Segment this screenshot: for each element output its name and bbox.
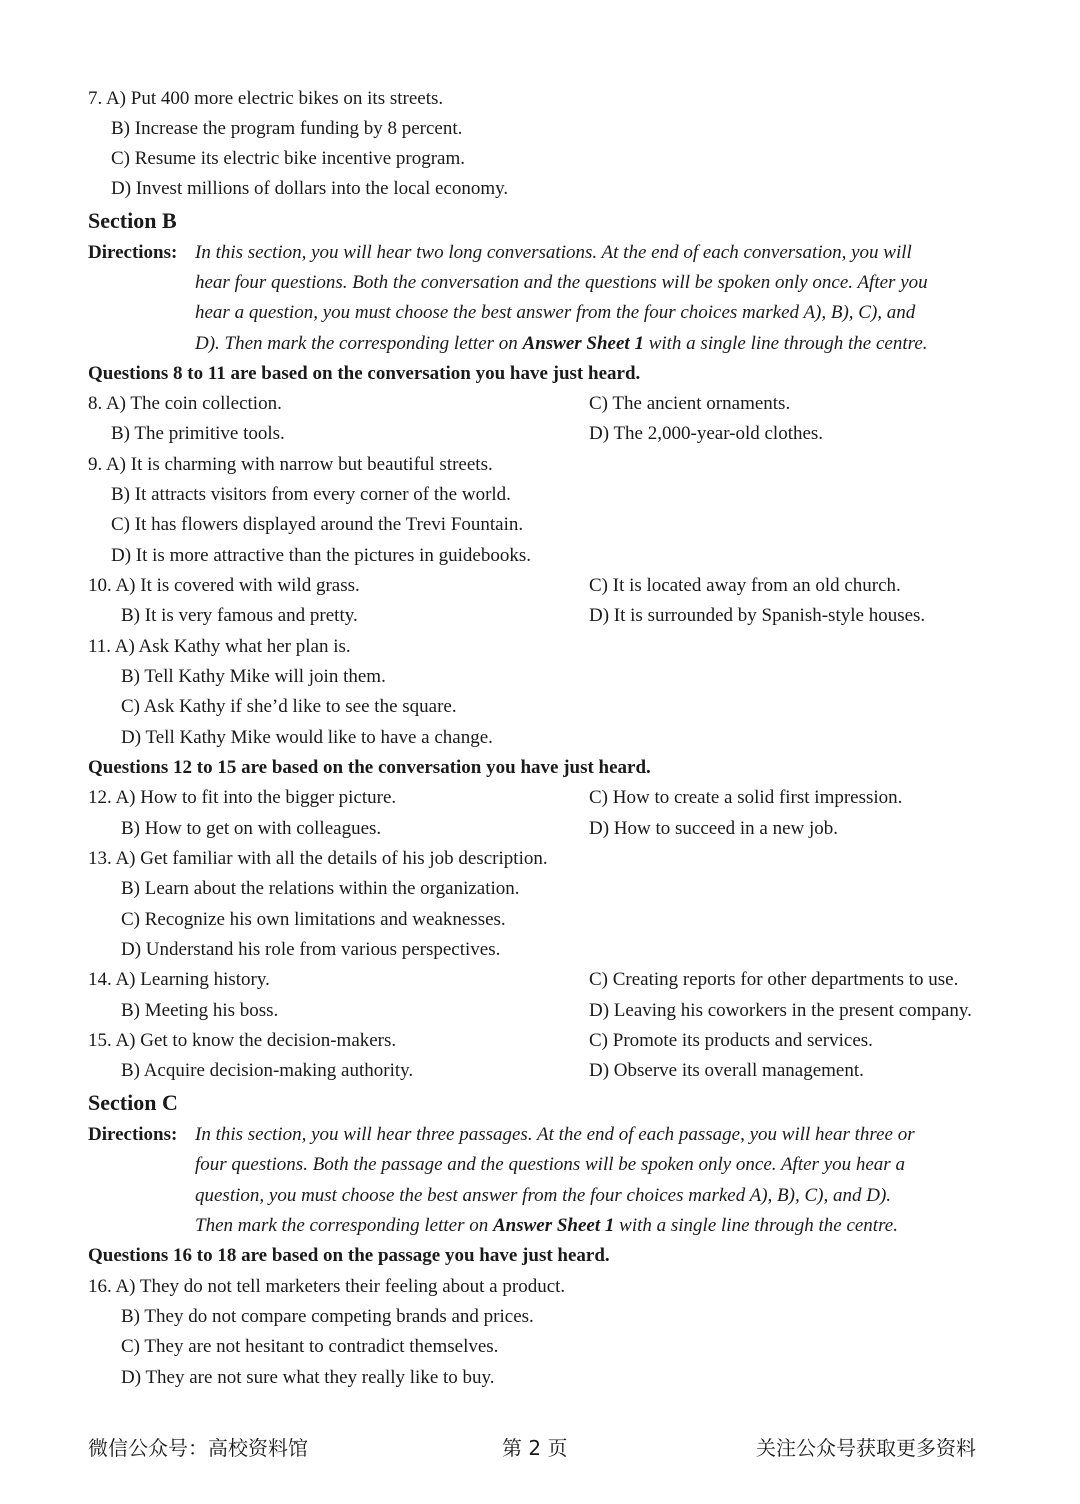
- q10-option-d: D) It is surrounded by Spanish-style houses.: [589, 605, 926, 626]
- question-group-heading: Questions 12 to 15 are based on the conversation you have just heard.: [88, 757, 651, 778]
- q15-option-d: D) Observe its overall management.: [589, 1060, 864, 1081]
- q16-option-a: 16. A) They do not tell marketers their feeling about a product.: [88, 1276, 566, 1297]
- directions-text: D). Then mark the corresponding letter on: [195, 333, 523, 354]
- q15-option-c: C) Promote its products and services.: [589, 1030, 873, 1051]
- q15-option-a: 15. A) Get to know the decision-makers.: [88, 1030, 397, 1051]
- section-c-directions-line: In this section, you will hear three passages. At the end of each passage, you will hear three or: [195, 1124, 915, 1145]
- q16-option-d: D) They are not sure what they really like to buy.: [121, 1367, 495, 1388]
- q12-option-d: D) How to succeed in a new job.: [589, 818, 839, 839]
- directions-text: with a single line through the centre.: [614, 1215, 898, 1236]
- answer-sheet-ref: Answer Sheet 1: [522, 333, 644, 354]
- q13-option-a: 13. A) Get familiar with all the details of his job description.: [88, 848, 548, 869]
- section-c-directions-line: [195, 1211, 898, 1241]
- q13-option-b: B) Learn about the relations within the organization.: [121, 878, 520, 899]
- q8-option-d: D) The 2,000-year-old clothes.: [589, 423, 824, 444]
- q7-option-a: 7. A) Put 400 more electric bikes on its streets.: [88, 88, 444, 109]
- q14-option-d: D) Leaving his coworkers in the present company.: [589, 1000, 972, 1021]
- q13-option-d: D) Understand his role from various perspectives.: [121, 939, 501, 960]
- section-b-heading: Section B: [88, 208, 177, 233]
- section-b-directions-line: [195, 329, 928, 359]
- q12-option-b: B) How to get on with colleagues.: [121, 818, 382, 839]
- q10-option-c: C) It is located away from an old church.: [589, 575, 901, 596]
- q10-option-b: B) It is very famous and pretty.: [121, 605, 358, 626]
- q11-option-c: C) Ask Kathy if she’d like to see the square.: [121, 696, 457, 717]
- q12-option-a: 12. A) How to fit into the bigger picture.: [88, 787, 397, 808]
- q14-option-c: C) Creating reports for other departments to use.: [589, 969, 959, 990]
- q8-option-b: B) The primitive tools.: [111, 423, 285, 444]
- footer-follow-note: 关注公众号获取更多资料: [756, 1436, 976, 1460]
- section-c-heading: Section C: [88, 1090, 178, 1115]
- question-group-heading: Questions 16 to 18 are based on the passage you have just heard.: [88, 1245, 610, 1266]
- section-c-directions-line: question, you must choose the best answer from the four choices marked A), B), C), and D).: [195, 1185, 892, 1206]
- q13-option-c: C) Recognize his own limitations and weaknesses.: [121, 909, 506, 930]
- q9-option-a: 9. A) It is charming with narrow but beautiful streets.: [88, 454, 493, 475]
- footer-page-number: 第 2 页: [502, 1436, 568, 1460]
- q15-option-b: B) Acquire decision-making authority.: [121, 1060, 414, 1081]
- footer-wechat-account: 微信公众号：高校资料馆: [88, 1436, 308, 1460]
- q9-option-c: C) It has flowers displayed around the Trevi Fountain.: [111, 514, 524, 535]
- q11-option-b: B) Tell Kathy Mike will join them.: [121, 666, 386, 687]
- q8-option-c: C) The ancient ornaments.: [589, 393, 791, 414]
- q11-option-d: D) Tell Kathy Mike would like to have a change.: [121, 727, 493, 748]
- q7-option-c: C) Resume its electric bike incentive program.: [111, 148, 466, 169]
- section-b-directions-line: hear four questions. Both the conversation and the questions will be spoken only once. After you: [195, 272, 928, 293]
- q16-option-b: B) They do not compare competing brands and prices.: [121, 1306, 534, 1327]
- q11-option-a: 11. A) Ask Kathy what her plan is.: [88, 636, 351, 657]
- section-b-directions-line: hear a question, you must choose the best answer from the four choices marked A), B), C), and: [195, 302, 916, 323]
- q16-option-c: C) They are not hesitant to contradict themselves.: [121, 1336, 499, 1357]
- q7-option-b: B) Increase the program funding by 8 percent.: [111, 118, 463, 139]
- q9-option-b: B) It attracts visitors from every corner of the world.: [111, 484, 511, 505]
- q14-option-a: 14. A) Learning history.: [88, 969, 270, 990]
- q14-option-b: B) Meeting his boss.: [121, 1000, 279, 1021]
- directions-text: Then mark the corresponding letter on: [195, 1215, 493, 1236]
- section-c-directions-label: Directions:: [88, 1124, 178, 1145]
- q9-option-d: D) It is more attractive than the pictures in guidebooks.: [111, 545, 531, 566]
- answer-sheet-ref: Answer Sheet 1: [492, 1215, 615, 1236]
- directions-text: with a single line through the centre.: [643, 333, 928, 354]
- q8-option-a: 8. A) The coin collection.: [88, 393, 282, 414]
- q7-option-d: D) Invest millions of dollars into the local economy.: [111, 178, 509, 199]
- question-group-heading: Questions 8 to 11 are based on the conversation you have just heard.: [88, 363, 641, 384]
- q10-option-a: 10. A) It is covered with wild grass.: [88, 575, 360, 596]
- section-b-directions-label: Directions:: [88, 242, 178, 263]
- section-c-directions-line: four questions. Both the passage and the questions will be spoken only once. After you hear a: [195, 1154, 905, 1175]
- q12-option-c: C) How to create a solid first impression.: [589, 787, 903, 808]
- section-b-directions-line: In this section, you will hear two long conversations. At the end of each conversation, you will: [195, 242, 912, 263]
